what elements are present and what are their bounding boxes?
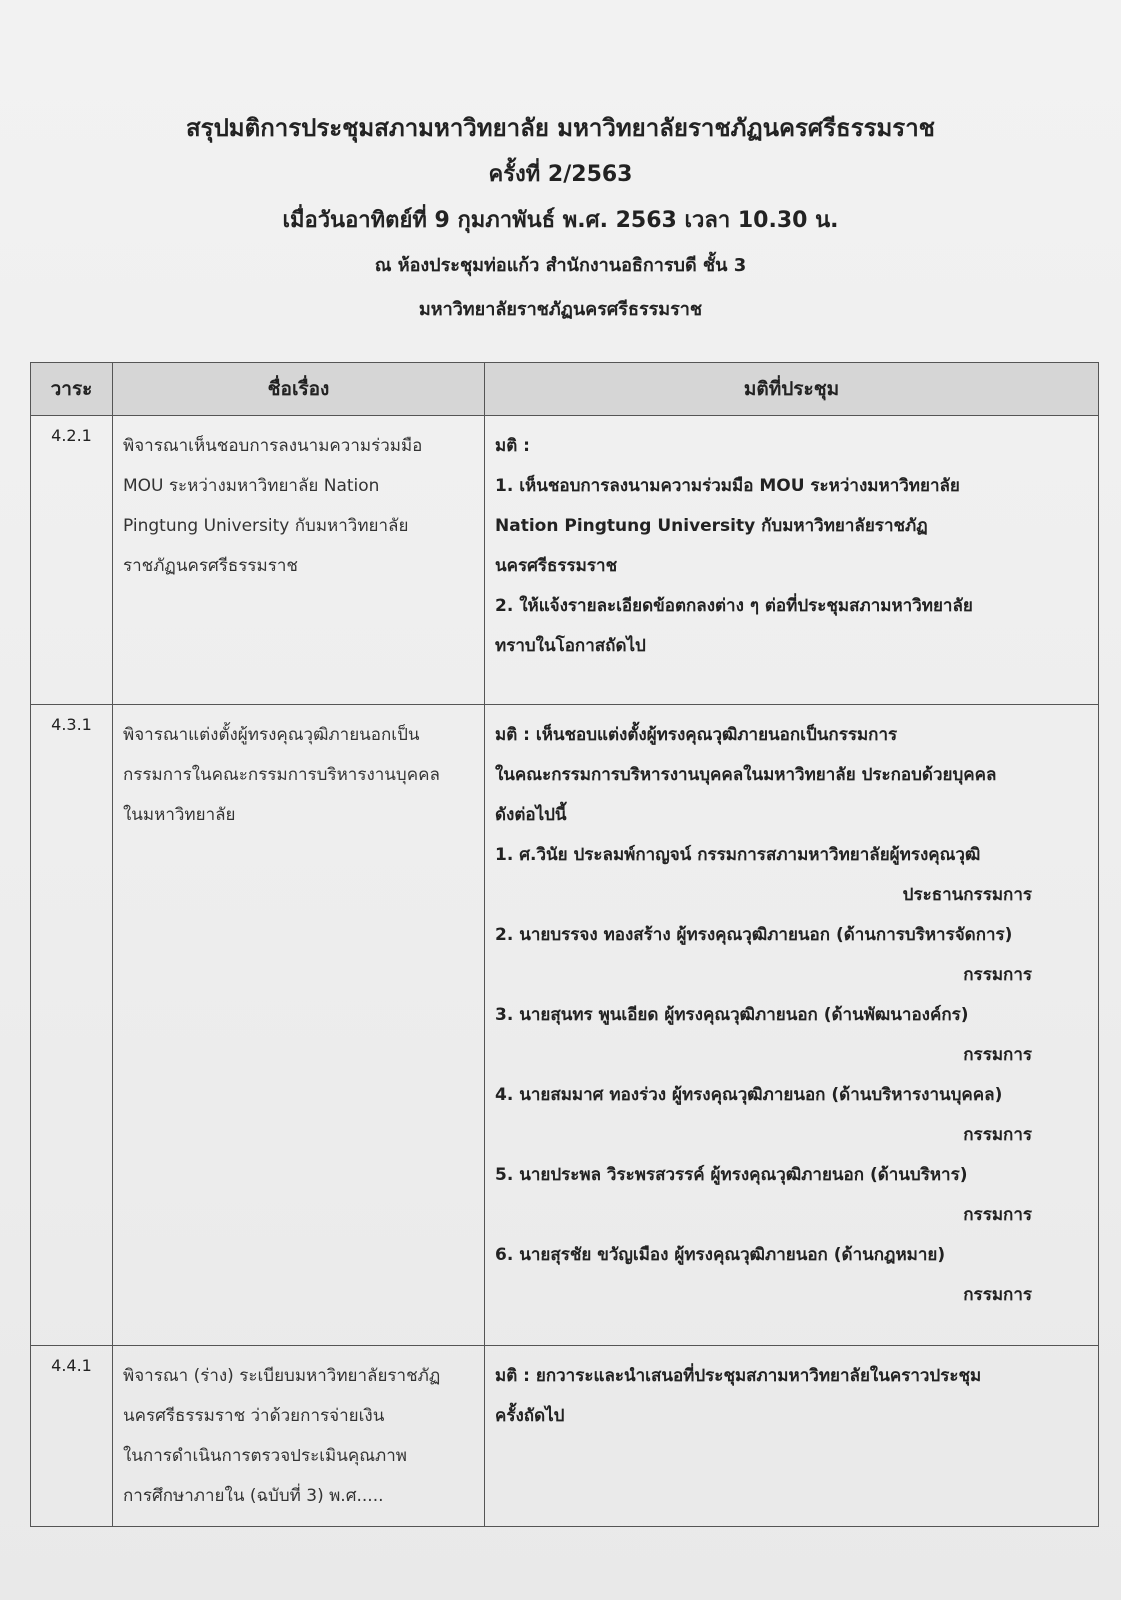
member-name: 1. ศ.วินัย ประลมพ์กาญจน์ กรรมการสภามหาวิทยาลัยผู้ทรงคุณวุฒิ (495, 845, 981, 865)
resolution-line: ในคณะกรรมการบริหารงานบุคคลในมหาวิทยาลัย ประกอบด้วยบุคคล (495, 765, 997, 785)
agenda-number: 4.3.1 (31, 705, 113, 1346)
agenda-subject (113, 1346, 485, 1527)
subject-line: Pingtung University กับมหาวิทยาลัย (123, 516, 409, 536)
resolution-line: Nation Pingtung University กับมหาวิทยาลัยราชภัฏ (495, 516, 928, 536)
subject-line: ในการดำเนินการตรวจประเมินคุณภาพ (123, 1446, 407, 1466)
subject-line: ราชภัฏนครศรีธรรมราช (123, 556, 298, 576)
agenda-subject (113, 416, 485, 705)
university-name: มหาวิทยาลัยราชภัฏนครศรีธรรมราช (418, 299, 703, 320)
resolution-line: ดังต่อไปนี้ (495, 805, 567, 825)
member-role: ประธานกรรมการ (902, 885, 1032, 905)
member-role: กรรมการ (963, 1125, 1032, 1145)
member-name: 4. นายสมมาศ ทองร่วง ผู้ทรงคุณวุฒิภายนอก (ด้านบริหารงานบุคคล) (495, 1085, 1003, 1105)
resolution-line: มติ : เห็นชอบแต่งตั้งผู้ทรงคุณวุฒิภายนอกเป็นกรรมการ (495, 725, 898, 745)
resolution-line: มติ : ยกวาระและนำเสนอที่ประชุมสภามหาวิทยาลัยในคราวประชุม (495, 1366, 982, 1386)
table-row (31, 416, 1099, 705)
meeting-date: เมื่อวันอาทิตย์ที่ 9 กุมภาพันธ์ พ.ศ. 2563 เวลา 10.30 น. (282, 208, 839, 233)
member-role: กรรมการ (963, 1285, 1032, 1305)
agenda-resolution (485, 416, 1099, 705)
resolution-line: มติ : (495, 436, 530, 456)
table-row (31, 1346, 1099, 1527)
col-header-agenda: วาระ (31, 363, 113, 416)
agenda-number: 4.2.1 (31, 416, 113, 705)
member-role: กรรมการ (963, 965, 1032, 985)
member-name: 2. นายบรรจง ทองสร้าง ผู้ทรงคุณวุฒิภายนอก (ด้านการบริหารจัดการ) (495, 925, 1013, 945)
resolution-line: ครั้งถัดไป (495, 1406, 565, 1426)
resolution-line: 2. ให้แจ้งรายละเอียดข้อตกลงต่าง ๆ ต่อที่ประชุมสภามหาวิทยาลัย (495, 596, 973, 616)
subject-line: นครศรีธรรมราช ว่าด้วยการจ่ายเงิน (123, 1406, 385, 1426)
subject-line: พิจารณาแต่งตั้งผู้ทรงคุณวุฒิภายนอกเป็น (123, 725, 420, 745)
table-row (31, 705, 1099, 1346)
subject-line: พิจารณา (ร่าง) ระเบียบมหาวิทยาลัยราชภัฏ (123, 1366, 441, 1386)
agenda-number: 4.4.1 (31, 1346, 113, 1527)
resolutions-table (30, 362, 1099, 1527)
meeting-session: ครั้งที่ 2/2563 (488, 162, 633, 187)
agenda-subject (113, 705, 485, 1346)
subject-line: กรรมการในคณะกรรมการบริหารงานบุคคล (123, 765, 440, 785)
resolution-line: นครศรีธรรมราช (495, 556, 618, 576)
member-name: 6. นายสุรชัย ขวัญเมือง ผู้ทรงคุณวุฒิภายนอก (ด้านกฎหมาย) (495, 1245, 946, 1265)
meeting-venue: ณ ห้องประชุมท่อแก้ว สำนักงานอธิการบดี ชั้น 3 (374, 255, 747, 276)
subject-line: การศึกษาภายใน (ฉบับที่ 3) พ.ศ..... (123, 1486, 384, 1506)
member-role: กรรมการ (963, 1205, 1032, 1225)
member-name: 5. นายประพล วิระพรสวรรค์ ผู้ทรงคุณวุฒิภายนอก (ด้านบริหาร) (495, 1165, 968, 1185)
subject-line: ในมหาวิทยาลัย (123, 805, 236, 825)
col-header-resolution: มติที่ประชุม (485, 363, 1099, 416)
member-name: 3. นายสุนทร พูนเอียด ผู้ทรงคุณวุฒิภายนอก (ด้านพัฒนาองค์กร) (495, 1005, 969, 1025)
member-role: กรรมการ (963, 1045, 1032, 1065)
resolution-line: 1. เห็นชอบการลงนามความร่วมมือ MOU ระหว่างมหาวิทยาลัย (495, 476, 960, 496)
col-header-subject: ชื่อเรื่อง (113, 363, 485, 416)
agenda-resolution (485, 705, 1099, 1346)
subject-line: พิจารณาเห็นชอบการลงนามความร่วมมือ (123, 436, 423, 456)
resolution-line: ทราบในโอกาสถัดไป (495, 636, 646, 656)
table-header-row (31, 363, 1099, 416)
document-title: สรุปมติการประชุมสภามหาวิทยาลัย มหาวิทยาลัยราชภัฏนครศรีธรรมราช (186, 114, 935, 142)
subject-line: MOU ระหว่างมหาวิทยาลัย Nation (123, 476, 380, 496)
agenda-resolution (485, 1346, 1099, 1527)
